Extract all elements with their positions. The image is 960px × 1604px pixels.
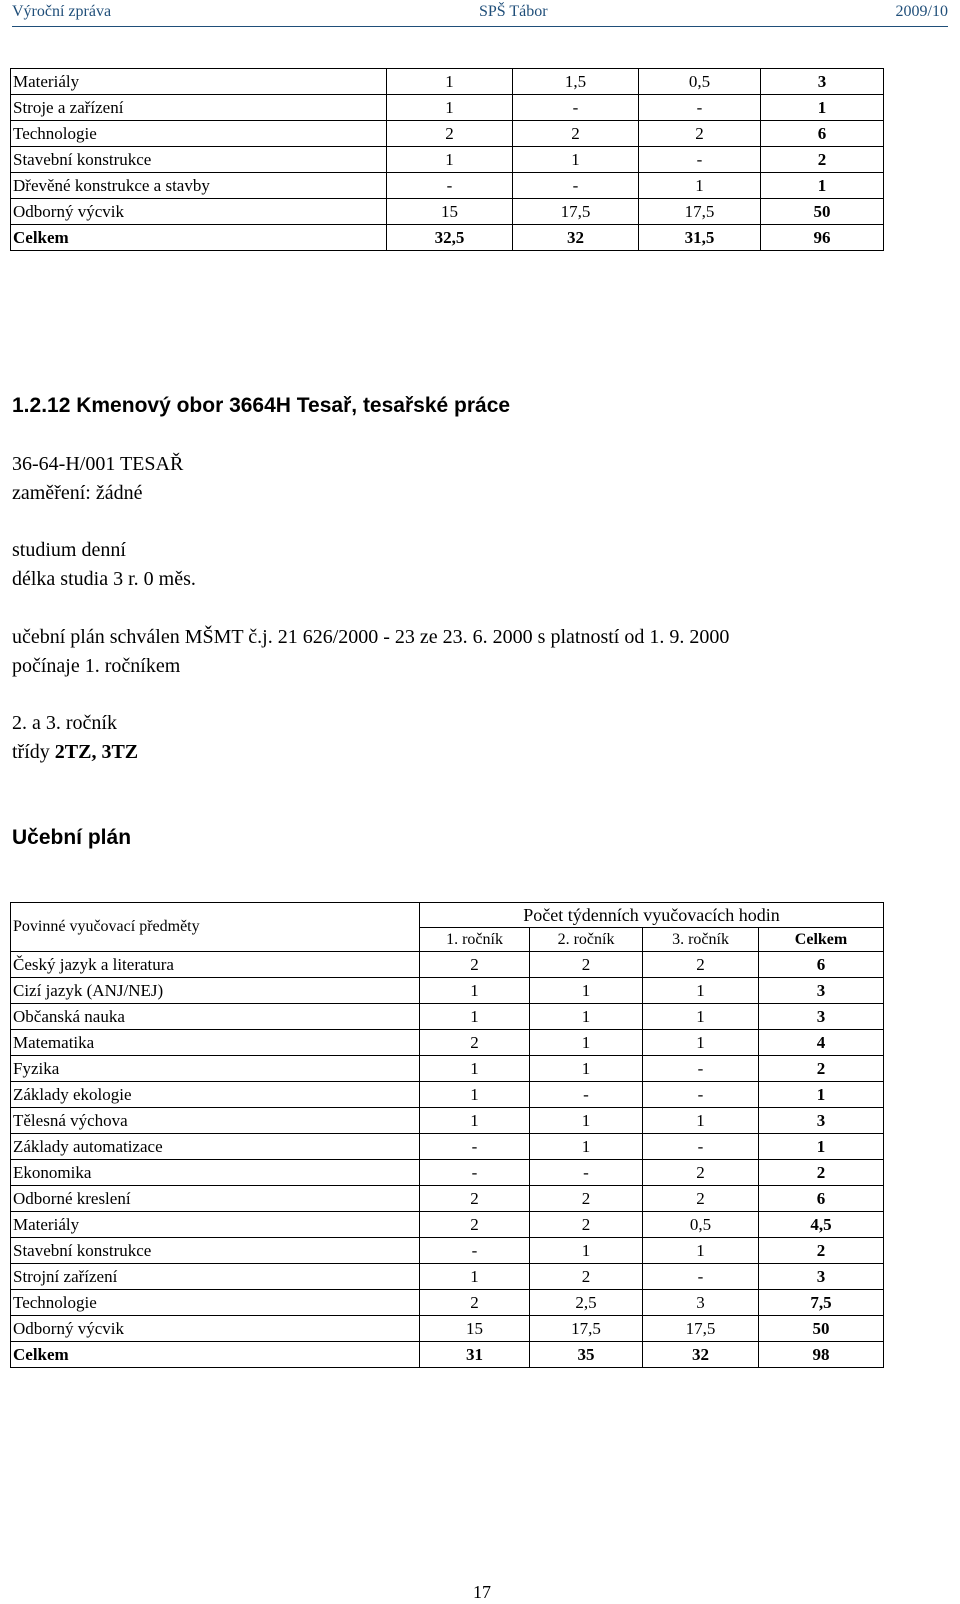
year-3-hours: 32 xyxy=(643,1342,759,1368)
page-header xyxy=(12,0,948,27)
table-row xyxy=(11,173,884,199)
table-row xyxy=(11,1030,884,1056)
year-3-hours: 1 xyxy=(643,978,759,1004)
table-header-row xyxy=(11,903,884,928)
subject-name: Stavební konstrukce xyxy=(11,147,387,173)
year-1-hours: - xyxy=(420,1160,530,1186)
year-1-hours: 31 xyxy=(420,1342,530,1368)
year-2-hours: - xyxy=(513,95,639,121)
year-3-hours: - xyxy=(639,147,761,173)
year-2-hours: 2 xyxy=(530,1186,643,1212)
year-3-hours: 31,5 xyxy=(639,225,761,251)
header-year: 2009/10 xyxy=(895,3,948,20)
year-2-hours: 2 xyxy=(530,952,643,978)
total-hours: 6 xyxy=(761,121,884,147)
year-1-hours: 2 xyxy=(420,1030,530,1056)
year-2-hours: 1 xyxy=(530,1134,643,1160)
subject-name: Technologie xyxy=(11,1290,420,1316)
year-2-hours: 1 xyxy=(530,1238,643,1264)
section-heading: 1.2.12 Kmenový obor 3664H Tesař, tesařské práce xyxy=(12,394,511,417)
total-hours: 96 xyxy=(761,225,884,251)
year-2-hours: 2,5 xyxy=(530,1290,643,1316)
year-2-hours: 1 xyxy=(530,1004,643,1030)
total-hours: 1 xyxy=(761,95,884,121)
table-row xyxy=(11,1134,884,1160)
header-school: SPŠ Tábor xyxy=(479,3,548,20)
year-2-hours: 2 xyxy=(530,1264,643,1290)
year-3-hours: 0,5 xyxy=(643,1212,759,1238)
previous-plan-table xyxy=(10,68,884,251)
year-1-hours: 1 xyxy=(420,978,530,1004)
year-2-hours: 1,5 xyxy=(513,69,639,95)
table-row xyxy=(11,1056,884,1082)
subject-name: Odborný výcvik xyxy=(11,1316,420,1342)
year-3-hours: 3 xyxy=(643,1290,759,1316)
table-row xyxy=(11,1160,884,1186)
header-title: Výroční zpráva xyxy=(12,3,112,20)
subject-name: Fyzika xyxy=(11,1056,420,1082)
year-2-hours: - xyxy=(530,1160,643,1186)
year-1-hours: 1 xyxy=(387,69,513,95)
year-2-hours: 1 xyxy=(530,1030,643,1056)
total-hours: 1 xyxy=(759,1134,884,1160)
approval-line-1: učební plán schválen MŠMT č.j. 21 626/2000 - 23 ze 23. 6. 2000 s platností od 1. 9. 2000 xyxy=(12,626,730,648)
classes-line xyxy=(12,741,138,764)
year-3-hours: 0,5 xyxy=(639,69,761,95)
subject-name: Strojní zařízení xyxy=(11,1264,420,1290)
grades: 2. a 3. ročník xyxy=(12,712,117,734)
year-2-hours: 17,5 xyxy=(513,199,639,225)
year-1-hours: 1 xyxy=(420,1082,530,1108)
column-header-year-3: 3. ročník xyxy=(643,928,759,952)
subject-name: Základy ekologie xyxy=(11,1082,420,1108)
table-row xyxy=(11,95,884,121)
table-row xyxy=(11,1082,884,1108)
page-number: 17 xyxy=(473,1582,491,1602)
year-2-hours: 2 xyxy=(530,1212,643,1238)
table-row xyxy=(11,952,884,978)
subject-name: Stavební konstrukce xyxy=(11,1238,420,1264)
year-3-hours: 2 xyxy=(643,1186,759,1212)
year-2-hours: 2 xyxy=(513,121,639,147)
year-2-hours: 35 xyxy=(530,1342,643,1368)
total-hours: 3 xyxy=(759,1264,884,1290)
year-2-hours: - xyxy=(513,173,639,199)
year-3-hours: 17,5 xyxy=(639,199,761,225)
subject-name: Celkem xyxy=(11,1342,420,1368)
year-3-hours: 1 xyxy=(643,1030,759,1056)
year-1-hours: 15 xyxy=(420,1316,530,1342)
total-hours: 2 xyxy=(759,1160,884,1186)
year-2-hours: 1 xyxy=(530,978,643,1004)
table-row xyxy=(11,1290,884,1316)
total-hours: 6 xyxy=(759,952,884,978)
year-3-hours: 1 xyxy=(639,173,761,199)
classes-prefix: třídy xyxy=(12,741,55,763)
year-3-hours: - xyxy=(643,1082,759,1108)
year-1-hours: 2 xyxy=(420,1212,530,1238)
table-row xyxy=(11,147,884,173)
total-hours: 7,5 xyxy=(759,1290,884,1316)
year-3-hours: 2 xyxy=(643,1160,759,1186)
year-3-hours: 1 xyxy=(643,1004,759,1030)
year-1-hours: 32,5 xyxy=(387,225,513,251)
subject-name: Celkem xyxy=(11,225,387,251)
table-row xyxy=(11,1316,884,1342)
year-1-hours: 15 xyxy=(387,199,513,225)
subject-name: Základy automatizace xyxy=(11,1134,420,1160)
year-1-hours: 1 xyxy=(420,1056,530,1082)
year-2-hours: 17,5 xyxy=(530,1316,643,1342)
total-hours: 1 xyxy=(759,1082,884,1108)
table-row xyxy=(11,1342,884,1368)
year-1-hours: 2 xyxy=(387,121,513,147)
subject-header: Povinné vyučovací předměty xyxy=(11,903,420,952)
subject-name: Matematika xyxy=(11,1030,420,1056)
year-3-hours: 1 xyxy=(643,1108,759,1134)
study-duration: délka studia 3 r. 0 měs. xyxy=(12,568,196,590)
year-3-hours: 2 xyxy=(643,952,759,978)
year-1-hours: - xyxy=(387,173,513,199)
total-hours: 98 xyxy=(759,1342,884,1368)
column-header-year-1: 1. ročník xyxy=(420,928,530,952)
curriculum-table xyxy=(10,902,884,1368)
year-1-hours: 1 xyxy=(387,95,513,121)
classes-value: 2TZ, 3TZ xyxy=(54,741,139,763)
subject-name: Technologie xyxy=(11,121,387,147)
table-row xyxy=(11,978,884,1004)
table-row xyxy=(11,1004,884,1030)
subject-name: Odborný výcvik xyxy=(11,199,387,225)
year-3-hours: - xyxy=(643,1264,759,1290)
subject-name: Ekonomika xyxy=(11,1160,420,1186)
year-3-hours: 17,5 xyxy=(643,1316,759,1342)
total-hours: 4,5 xyxy=(759,1212,884,1238)
table-row xyxy=(11,1108,884,1134)
total-hours: 4 xyxy=(759,1030,884,1056)
total-hours: 3 xyxy=(761,69,884,95)
year-3-hours: 1 xyxy=(643,1238,759,1264)
subject-name: Cizí jazyk (ANJ/NEJ) xyxy=(11,978,420,1004)
year-2-hours: - xyxy=(530,1082,643,1108)
total-hours: 6 xyxy=(759,1186,884,1212)
total-hours: 2 xyxy=(759,1238,884,1264)
year-1-hours: 1 xyxy=(420,1264,530,1290)
total-hours: 3 xyxy=(759,1004,884,1030)
table-row xyxy=(11,69,884,95)
total-hours: 2 xyxy=(759,1056,884,1082)
year-1-hours: 2 xyxy=(420,1290,530,1316)
table-row xyxy=(11,199,884,225)
year-1-hours: - xyxy=(420,1134,530,1160)
approval-line-2: počínaje 1. ročníkem xyxy=(12,655,181,677)
subject-name: Dřevěné konstrukce a stavby xyxy=(11,173,387,199)
plan-title: Učební plán xyxy=(12,826,132,849)
year-2-hours: 1 xyxy=(530,1108,643,1134)
year-3-hours: - xyxy=(643,1134,759,1160)
table-row xyxy=(11,1212,884,1238)
column-header-year-2: 2. ročník xyxy=(530,928,643,952)
year-2-hours: 1 xyxy=(513,147,639,173)
year-1-hours: 1 xyxy=(420,1108,530,1134)
table-row xyxy=(11,225,884,251)
year-1-hours: 1 xyxy=(387,147,513,173)
total-hours: 3 xyxy=(759,978,884,1004)
year-1-hours: 2 xyxy=(420,1186,530,1212)
year-3-hours: - xyxy=(643,1056,759,1082)
study-form: studium denní xyxy=(12,539,126,561)
program-focus: zaměření: žádné xyxy=(12,482,143,504)
subject-name: Tělesná výchova xyxy=(11,1108,420,1134)
year-3-hours: - xyxy=(639,95,761,121)
table-row xyxy=(11,1186,884,1212)
year-1-hours: 2 xyxy=(420,952,530,978)
subject-name: Odborné kreslení xyxy=(11,1186,420,1212)
total-hours: 50 xyxy=(761,199,884,225)
table-row xyxy=(11,1238,884,1264)
year-2-hours: 32 xyxy=(513,225,639,251)
subject-name: Český jazyk a literatura xyxy=(11,952,420,978)
year-2-hours: 1 xyxy=(530,1056,643,1082)
year-3-hours: 2 xyxy=(639,121,761,147)
total-hours: 50 xyxy=(759,1316,884,1342)
total-hours: 3 xyxy=(759,1108,884,1134)
year-1-hours: - xyxy=(420,1238,530,1264)
year-1-hours: 1 xyxy=(420,1004,530,1030)
total-hours: 1 xyxy=(761,173,884,199)
table-row xyxy=(11,121,884,147)
total-hours: 2 xyxy=(761,147,884,173)
subject-name: Stroje a zařízení xyxy=(11,95,387,121)
subject-name: Občanská nauka xyxy=(11,1004,420,1030)
program-code: 36-64-H/001 TESAŘ xyxy=(12,453,184,475)
table-row xyxy=(11,1264,884,1290)
subject-name: Materiály xyxy=(11,69,387,95)
subject-name: Materiály xyxy=(11,1212,420,1238)
hours-group-header: Počet týdenních vyučovacích hodin xyxy=(420,903,884,928)
column-header-total: Celkem xyxy=(759,928,884,952)
